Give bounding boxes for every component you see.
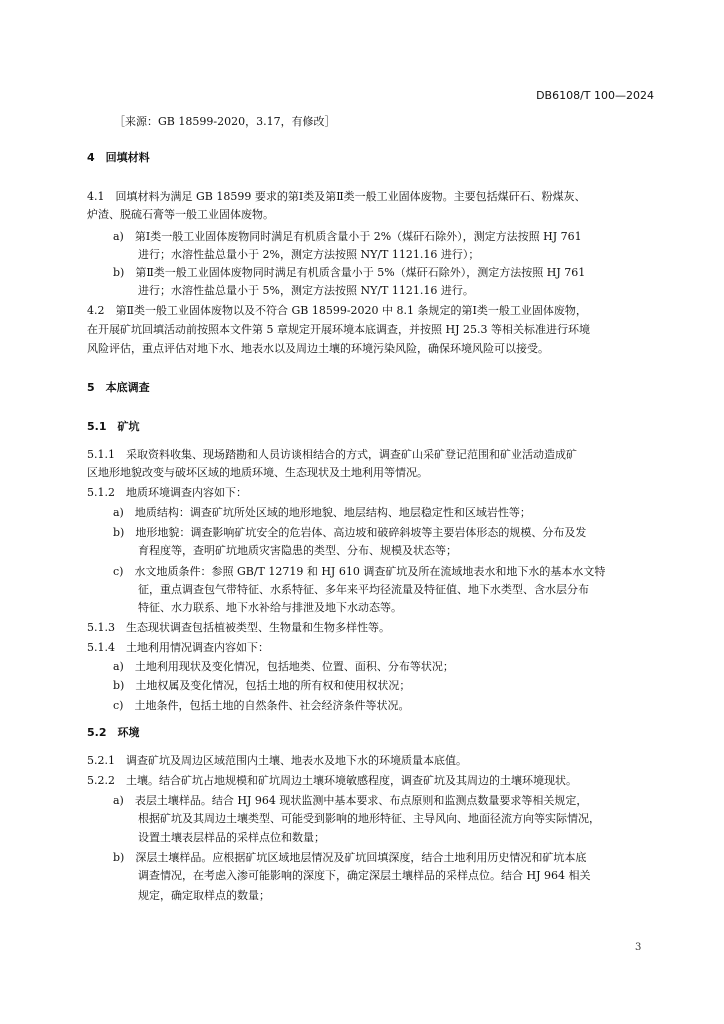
- text-line: 4.1 回填材料为满足 GB 18599 要求的第Ⅰ类及第Ⅱ类一般工业固体废物。主要包括煤矸石、粉煤灰、: [87, 190, 586, 203]
- text-line: 进行；水溶性盐总量小于 5%，测定方法按照 NY/T 1121.16 进行。: [138, 284, 474, 297]
- text-line: c) 土地条件，包括土地的自然条件、社会经济条件等状况。: [113, 699, 410, 712]
- text-line: 风险评估，重点评估对地下水、地表水以及周边土壤的环境污染风险，确保环境风险可以接受。: [87, 342, 549, 355]
- text-line: b) 第Ⅱ类一般工业固体废物同时满足有机质含量小于 5%（煤矸石除外），测定方法按照 HJ 761: [113, 266, 586, 279]
- text-line: 5.1.3 生态现状调查包括植被类型、生物量和生物多样性等。: [87, 621, 390, 634]
- text-line: 5.1.4 土地利用情况调查内容如下：: [87, 641, 269, 654]
- text-line: b) 深层土壤样品。应根据矿坑区域地层情况及矿坑回填深度，结合土地利用历史情况和矿坑本底: [113, 851, 587, 864]
- text-line: 进行；水溶性盐总量小于 2%，测定方法按照 NY/T 1121.16 进行）；: [138, 248, 480, 261]
- section-heading: 5.2 环境: [87, 726, 140, 739]
- text-line: 炉渣、脱硫石膏等一般工业固体废物。: [87, 208, 274, 221]
- text-line: 4.2 第Ⅱ类一般工业固体废物以及不符合 GB 18599-2020 中 8.1 条规定的第Ⅰ类一般工业固体废物，: [87, 304, 587, 317]
- text-line: a) 土地利用现状及变化情况，包括地类、位置、面积、分布等状况；: [113, 660, 454, 673]
- text-line: 5.2.2 土壤。结合矿坑占地规模和矿坑周边土壤环境敏感程度，调查矿坑及其周边的土壤环境现状。: [87, 774, 577, 787]
- text-line: 育程度等，查明矿坑地质灾害隐患的类型、分布、规模及状态等；: [138, 544, 457, 557]
- text-line: 在开展矿坑回填活动前按照本文件第 5 章规定开展环境本底调查，并按照 HJ 25.3 等相关标准进行环境: [87, 323, 590, 336]
- text-line: b) 地形地貌：调查影响矿坑安全的危岩体、高边坡和破碎斜坡等主要岩体形态的规模、分布及发: [113, 526, 587, 539]
- text-line: c) 水文地质条件：参照 GB/T 12719 和 HJ 610 调查矿坑及所在流域地表水和地下水的基本水文特: [113, 565, 606, 578]
- text-line: a) 地质结构：调查矿坑所处区域的地形地貌、地层结构、地层稳定性和区域岩性等；: [113, 506, 531, 519]
- text-line: 根据矿坑及其周边土壤类型、可能受到影响的地形特征、主导风向、地面径流方向等实际情况，: [138, 812, 600, 825]
- text-line: 设置土壤表层样品的采样点位和数量；: [138, 831, 325, 844]
- text-line: 征，重点调查包气带特征、水系特征、多年来平均径流量及特征值、地下水类型、含水层分布: [138, 583, 589, 596]
- text-line: 调查情况，在考虑入渗可能影响的深度下，确定深层土壤样品的采样点位。结合 HJ 964 相关: [138, 869, 591, 882]
- text-line: a) 第Ⅰ类一般工业固体废物同时满足有机质含量小于 2%（煤矸石除外），测定方法按照 HJ 761: [113, 230, 582, 243]
- section-heading: 5 本底调查: [87, 381, 150, 394]
- text-line: a) 表层土壤样品。结合 HJ 964 现状监测中基本要求、布点原则和监测点数量要求等相关规定，: [113, 794, 588, 807]
- document-id: DB6108/T 100—2024: [536, 89, 654, 102]
- text-line: 区地形地貌改变与破坏区域的地质环境、生态现状及土地利用等情况。: [87, 466, 428, 479]
- section-heading: 5.1 矿坑: [87, 420, 140, 433]
- text-line: ［来源：GB 18599-2020，3.17，有修改］: [114, 115, 336, 128]
- text-line: 规定，确定取样点的数量；: [138, 889, 270, 902]
- section-heading: 4 回填材料: [87, 151, 150, 164]
- text-line: 5.1.2 地质环境调查内容如下：: [87, 486, 247, 499]
- text-line: 5.1.1 采取资料收集、现场踏勘和人员访谈相结合的方式，调查矿山采矿登记范围和矿业活动造成矿: [87, 448, 577, 461]
- page-number: 3: [635, 942, 642, 953]
- text-line: 5.2.1 调查矿坑及周边区域范围内土壤、地表水及地下水的环境质量本底值。: [87, 754, 467, 767]
- text-line: 特征、水力联系、地下水补给与排泄及地下水动态等。: [138, 601, 402, 614]
- text-line: b) 土地权属及变化情况，包括土地的所有权和使用权状况；: [113, 679, 411, 692]
